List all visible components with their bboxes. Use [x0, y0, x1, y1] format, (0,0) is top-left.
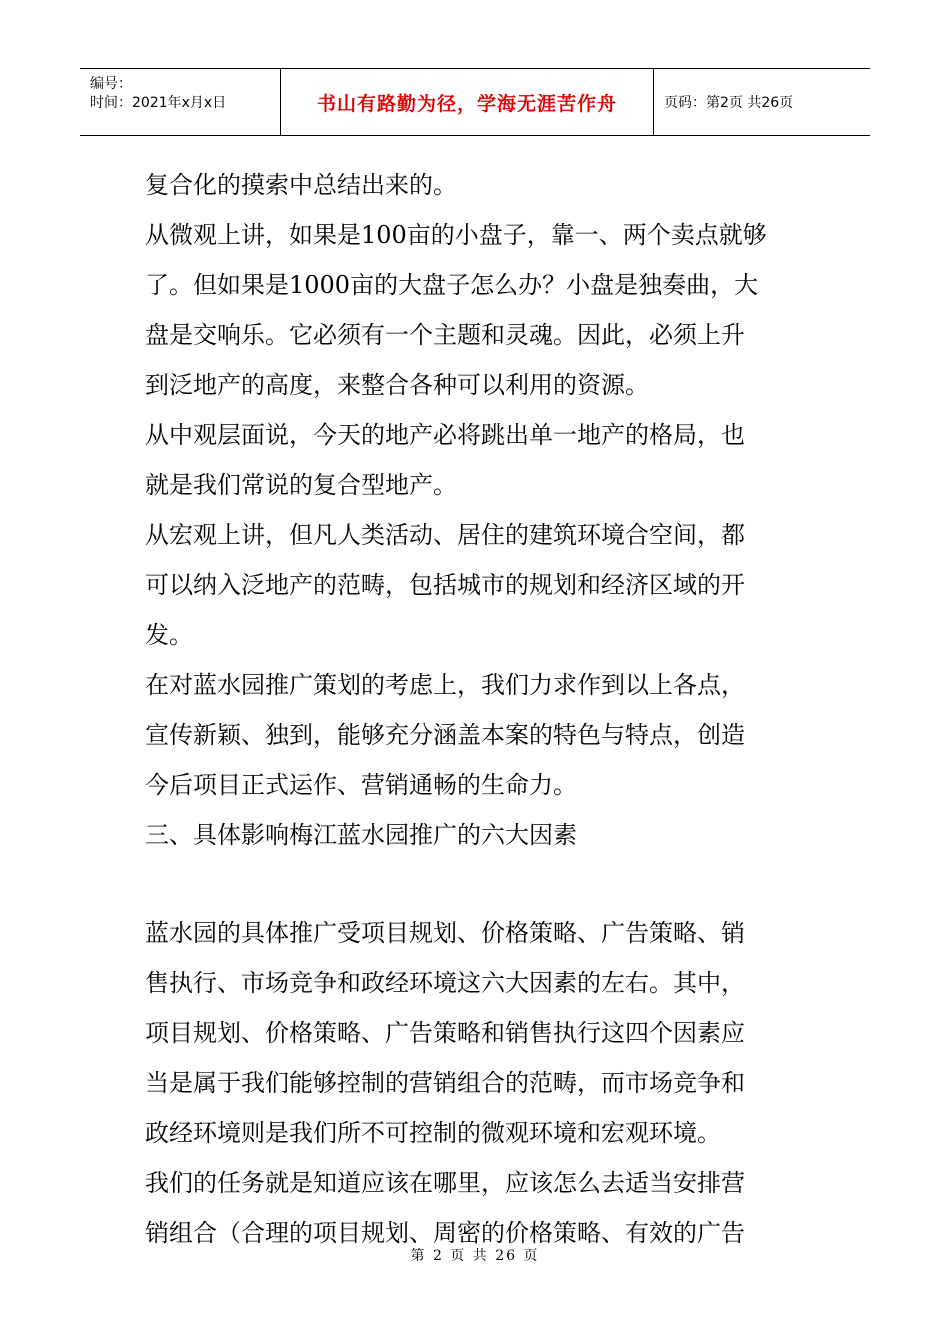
body-line: 当是属于我们能够控制的营销组合的范畴，而市场竞争和 — [145, 1069, 745, 1097]
body-line: 宣传新颖、独到，能够充分涵盖本案的特色与特点，创造 — [145, 721, 745, 749]
body-line: 发。 — [145, 621, 193, 649]
body-line: 可以纳入泛地产的范畴，包括城市的规划和经济区域的开 — [145, 571, 745, 599]
body-line: 销组合（合理的项目规划、周密的价格策略、有效的广告 — [145, 1219, 745, 1247]
body-line: 从微观上讲，如果是100亩的小盘子，靠一、两个卖点就够 — [145, 221, 767, 249]
page-footer: 第 2 页 共 26 页 — [410, 1248, 540, 1264]
document-time-label: 时间：2021年x月x日 — [90, 95, 227, 111]
body-line: 政经环境则是我们所不可控制的微观环境和宏观环境。 — [145, 1119, 721, 1147]
header-page-info: 页码：第2页 共26页 — [664, 95, 794, 111]
body-line: 项目规划、价格策略、广告策略和销售执行这四个因素应 — [145, 1019, 745, 1047]
body-line: 在对蓝水园推广策划的考虑上，我们力求作到以上各点， — [145, 671, 745, 699]
body-line: 复合化的摸索中总结出来的。 — [145, 171, 457, 199]
header-meta — [80, 69, 281, 135]
body-line: 到泛地产的高度，来整合各种可以利用的资源。 — [145, 371, 649, 399]
body-line: 今后项目正式运作、营销通畅的生命力。 — [145, 771, 577, 799]
body-line: 售执行、市场竞争和政经环境这六大因素的左右。其中， — [145, 969, 745, 997]
body-line: 了。但如果是1000亩的大盘子怎么办？小盘是独奏曲，大 — [145, 271, 759, 299]
document-number-label: 编号： — [90, 76, 132, 92]
header-motto: 书山有路勤为径，学海无涯苦作舟 — [281, 69, 654, 135]
page-header — [80, 68, 870, 136]
body-line: 我们的任务就是知道应该在哪里，应该怎么去适当安排营 — [145, 1169, 745, 1197]
body-line: 盘是交响乐。它必须有一个主题和灵魂。因此，必须上升 — [145, 321, 745, 349]
body-line: 蓝水园的具体推广受项目规划、价格策略、广告策略、销 — [145, 919, 745, 947]
body-line: 就是我们常说的复合型地产。 — [145, 471, 457, 499]
body-line: 从宏观上讲，但凡人类活动、居住的建筑环境合空间，都 — [145, 521, 745, 549]
body-line: 从中观层面说，今天的地产必将跳出单一地产的格局，也 — [145, 421, 745, 449]
document-body — [145, 160, 805, 1258]
section-heading: 三、具体影响梅江蓝水园推广的六大因素 — [145, 821, 577, 849]
paragraph-gap — [145, 860, 805, 908]
